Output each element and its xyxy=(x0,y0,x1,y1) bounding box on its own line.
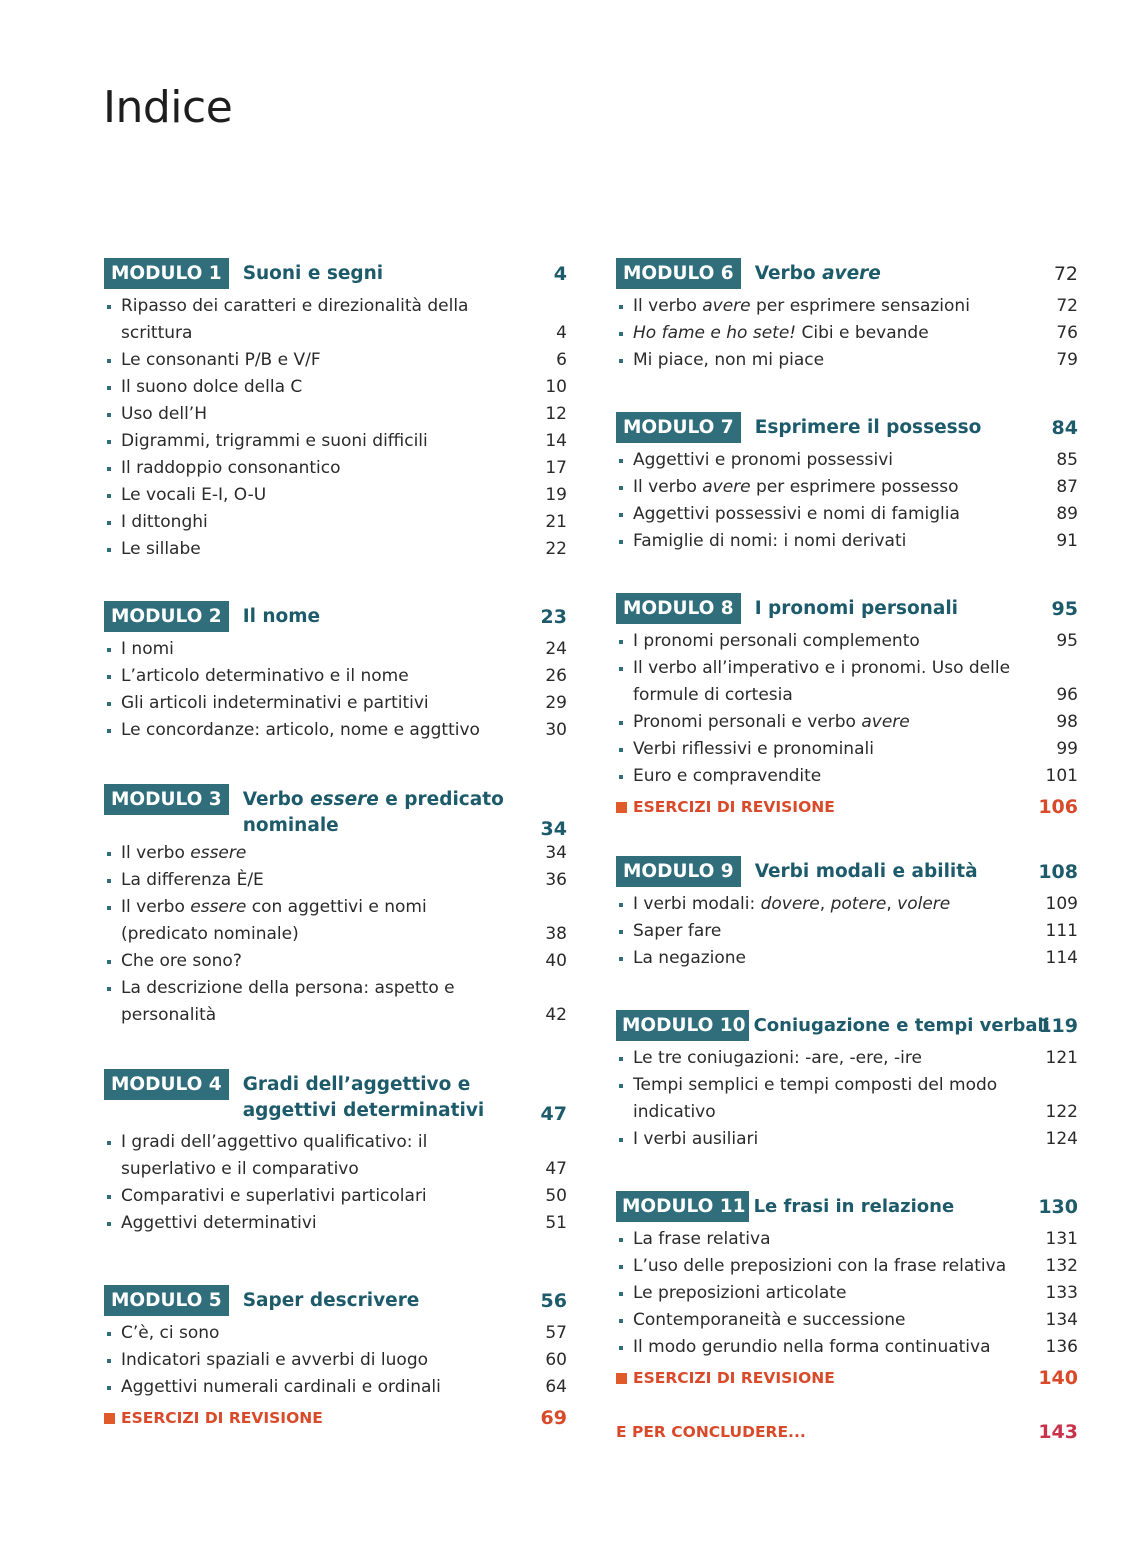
toc-entry[interactable]: Aggettivi determinativi 51 xyxy=(104,1210,567,1237)
module-page: 34 xyxy=(540,818,567,840)
module-title: Saper descrivere xyxy=(242,1290,420,1311)
module-page: 47 xyxy=(540,1103,567,1125)
module-title: Verbo avere xyxy=(754,263,881,284)
toc-entry[interactable]: Verbi riflessivi e pronominali 99 xyxy=(616,736,1078,763)
revision-label: ESERCIZI DI REVISIONE xyxy=(633,798,835,816)
module-1 xyxy=(104,258,567,563)
module-title: I pronomi personali xyxy=(754,598,958,619)
module-badge: MODULO 7 xyxy=(616,412,741,443)
revision-exercises-link[interactable] xyxy=(616,1364,1078,1392)
bullet-icon xyxy=(107,1332,111,1336)
bullet-icon xyxy=(107,386,111,390)
toc-entry[interactable]: Saper fare 111 xyxy=(616,918,1078,945)
conclusion-page: 143 xyxy=(1038,1421,1078,1443)
bullet-icon xyxy=(107,675,111,679)
toc-entry[interactable]: Il verbo essere 34 xyxy=(104,840,567,867)
bullet-icon xyxy=(619,930,623,934)
module-header[interactable] xyxy=(104,784,567,842)
square-marker-icon xyxy=(616,1373,627,1384)
module-8 xyxy=(616,593,1078,821)
toc-entry[interactable]: Che ore sono? 40 xyxy=(104,948,567,975)
toc-entry[interactable]: Euro e compravendite 101 xyxy=(616,763,1078,790)
toc-entry[interactable]: Il modo gerundio nella forma continuativa 136 xyxy=(616,1334,1078,1361)
module-page: 4 xyxy=(553,263,567,285)
bullet-icon xyxy=(107,1386,111,1390)
bullet-icon xyxy=(619,721,623,725)
bullet-icon xyxy=(619,359,623,363)
bullet-icon xyxy=(619,667,623,671)
revision-page: 106 xyxy=(1038,796,1078,818)
module-4 xyxy=(104,1069,567,1237)
toc-entry[interactable]: La frase relativa 131 xyxy=(616,1226,1078,1253)
toc-entry[interactable]: Il raddoppio consonantico 17 xyxy=(104,455,567,482)
bullet-icon xyxy=(619,1346,623,1350)
toc-entry[interactable]: L’uso delle preposizioni con la frase relativa 132 xyxy=(616,1253,1078,1280)
bullet-icon xyxy=(107,852,111,856)
bullet-icon xyxy=(619,1084,623,1088)
module-badge: MODULO 6 xyxy=(616,258,741,289)
toc-entry[interactable]: Il verbo avere per esprimere sensazioni 72 xyxy=(616,293,1078,320)
module-header[interactable] xyxy=(616,1010,1078,1043)
toc-entry[interactable]: Mi piace, non mi piace 79 xyxy=(616,347,1078,374)
toc-entry[interactable]: Le concordanze: articolo, nome e aggttivo 30 xyxy=(104,717,567,744)
bullet-icon xyxy=(107,413,111,417)
module-header[interactable] xyxy=(104,1285,567,1318)
module-page: 84 xyxy=(1051,417,1078,439)
bullet-icon xyxy=(619,903,623,907)
square-marker-icon xyxy=(104,1413,115,1424)
toc-entry[interactable]: I pronomi personali complemento 95 xyxy=(616,628,1078,655)
module-page: 108 xyxy=(1038,861,1078,883)
bullet-icon xyxy=(619,1292,623,1296)
toc-entry[interactable]: Ho fame e ho sete! Cibi e bevande 76 xyxy=(616,320,1078,347)
bullet-icon xyxy=(619,748,623,752)
module-badge: MODULO 4 xyxy=(104,1069,229,1100)
toc-entry[interactable]: Aggettivi e pronomi possessivi 85 xyxy=(616,447,1078,474)
module-title: Esprimere il possesso xyxy=(754,417,982,438)
module-header[interactable] xyxy=(104,601,567,634)
toc-entry[interactable]: Il suono dolce della C 10 xyxy=(104,374,567,401)
module-title: Il nome xyxy=(242,606,321,627)
toc-entry[interactable]: Ripasso dei caratteri e direzionalità della scrittura 4 xyxy=(104,293,567,347)
bullet-icon xyxy=(619,1138,623,1142)
revision-page: 69 xyxy=(540,1407,567,1429)
bullet-icon xyxy=(619,775,623,779)
bullet-icon xyxy=(107,702,111,706)
toc-entry[interactable]: I verbi modali: dovere, potere, volere 109 xyxy=(616,891,1078,918)
conclusion-label: E PER CONCLUDERE... xyxy=(616,1423,806,1441)
module-header[interactable] xyxy=(616,856,1078,889)
module-title: Gradi dell’aggettivo e aggettivi determinativi xyxy=(242,1074,485,1121)
module-title: Le frasi in relazione xyxy=(753,1196,955,1217)
bullet-icon xyxy=(619,305,623,309)
toc-entry[interactable]: Tempi semplici e tempi composti del modo indicativo 122 xyxy=(616,1072,1078,1126)
toc-entry[interactable]: Le vocali E-I, O-U 19 xyxy=(104,482,567,509)
toc-entry[interactable]: Le consonanti P/B e V/F 6 xyxy=(104,347,567,374)
module-page: 72 xyxy=(1053,263,1078,285)
module-page: 119 xyxy=(1038,1015,1078,1037)
toc-entry[interactable]: Comparativi e superlativi particolari 50 xyxy=(104,1183,567,1210)
page-title: Indice xyxy=(103,82,233,133)
toc-entry[interactable]: I verbi ausiliari 124 xyxy=(616,1126,1078,1153)
toc-entry[interactable]: Digrammi, trigrammi e suoni difficili 14 xyxy=(104,428,567,455)
bullet-icon xyxy=(107,494,111,498)
revision-label: ESERCIZI DI REVISIONE xyxy=(121,1409,323,1427)
module-badge: MODULO 1 xyxy=(104,258,229,289)
bullet-icon xyxy=(619,957,623,961)
module-header[interactable] xyxy=(616,593,1078,626)
toc-entry[interactable]: Il verbo essere con aggettivi e nomi (predicato nominale) 38 xyxy=(104,894,567,948)
module-badge: MODULO 2 xyxy=(104,601,229,632)
module-badge: MODULO 10 xyxy=(616,1010,749,1041)
toc-entry[interactable]: Aggettivi possessivi e nomi di famiglia 89 xyxy=(616,501,1078,528)
bullet-icon xyxy=(107,987,111,991)
module-9 xyxy=(616,856,1078,972)
toc-entry[interactable]: I gradi dell’aggettivo qualificativo: il superlativo e il comparativo 47 xyxy=(104,1129,567,1183)
toc-entry[interactable]: L’articolo determinativo e il nome 26 xyxy=(104,663,567,690)
revision-label: ESERCIZI DI REVISIONE xyxy=(633,1369,835,1387)
module-badge: MODULO 11 xyxy=(616,1191,749,1222)
module-title: Verbi modali e abilità xyxy=(754,861,978,882)
module-6 xyxy=(616,258,1078,374)
toc-entry[interactable]: Le sillabe 22 xyxy=(104,536,567,563)
bullet-icon xyxy=(107,960,111,964)
module-header[interactable] xyxy=(616,258,1078,291)
bullet-icon xyxy=(619,1057,623,1061)
module-page: 56 xyxy=(540,1290,567,1312)
bullet-icon xyxy=(107,440,111,444)
conclusion-link[interactable] xyxy=(616,1418,1078,1446)
module-header[interactable] xyxy=(616,412,1078,445)
bullet-icon xyxy=(619,640,623,644)
revision-exercises-link[interactable] xyxy=(616,793,1078,821)
toc-entry[interactable]: Famiglie di nomi: i nomi derivati 91 xyxy=(616,528,1078,555)
bullet-icon xyxy=(107,1359,111,1363)
module-page: 23 xyxy=(540,606,567,628)
module-5 xyxy=(104,1285,567,1432)
bullet-icon xyxy=(107,305,111,309)
module-11 xyxy=(616,1191,1078,1446)
bullet-icon xyxy=(619,1319,623,1323)
toc-entry[interactable]: Le tre coniugazioni: -are, -ere, -ire 121 xyxy=(616,1045,1078,1072)
toc-entry[interactable]: La negazione 114 xyxy=(616,945,1078,972)
bullet-icon xyxy=(107,1195,111,1199)
toc-entry[interactable]: Contemporaneità e successione 134 xyxy=(616,1307,1078,1334)
module-title: Suoni e segni xyxy=(242,263,384,284)
module-7 xyxy=(616,412,1078,555)
toc-right-column xyxy=(616,258,1078,1446)
bullet-icon xyxy=(107,1141,111,1145)
module-badge: MODULO 3 xyxy=(104,784,229,815)
bullet-icon xyxy=(619,540,623,544)
bullet-icon xyxy=(619,1265,623,1269)
module-page: 130 xyxy=(1038,1196,1078,1218)
bullet-icon xyxy=(107,521,111,525)
module-title: Verbo essere e predicato nominale xyxy=(242,789,504,836)
bullet-icon xyxy=(107,359,111,363)
module-2 xyxy=(104,601,567,744)
module-badge: MODULO 5 xyxy=(104,1285,229,1316)
toc-entry[interactable]: La differenza È/E 36 xyxy=(104,867,567,894)
toc-entry[interactable]: Uso dell’H 12 xyxy=(104,401,567,428)
bullet-icon xyxy=(107,548,111,552)
toc-entry[interactable]: Pronomi personali e verbo avere 98 xyxy=(616,709,1078,736)
module-10 xyxy=(616,1010,1078,1153)
bullet-icon xyxy=(619,486,623,490)
module-header[interactable] xyxy=(104,258,567,291)
module-badge: MODULO 9 xyxy=(616,856,741,887)
bullet-icon xyxy=(107,879,111,883)
module-badge: MODULO 8 xyxy=(616,593,741,624)
bullet-icon xyxy=(619,513,623,517)
revision-page: 140 xyxy=(1038,1367,1078,1389)
bullet-icon xyxy=(619,332,623,336)
toc-entry[interactable]: C’è, ci sono 57 xyxy=(104,1320,567,1347)
bullet-icon xyxy=(107,906,111,910)
module-page: 95 xyxy=(1051,598,1078,620)
toc-entry[interactable]: Indicatori spaziali e avverbi di luogo 60 xyxy=(104,1347,567,1374)
toc-entry[interactable]: Aggettivi numerali cardinali e ordinali 64 xyxy=(104,1374,567,1401)
bullet-icon xyxy=(107,729,111,733)
revision-exercises-link[interactable] xyxy=(104,1404,567,1432)
toc-entry[interactable]: Il verbo avere per esprimere possesso 87 xyxy=(616,474,1078,501)
bullet-icon xyxy=(107,467,111,471)
square-marker-icon xyxy=(616,802,627,813)
bullet-icon xyxy=(619,459,623,463)
toc-entry[interactable]: I dittonghi 21 xyxy=(104,509,567,536)
toc-entry[interactable]: Le preposizioni articolate 133 xyxy=(616,1280,1078,1307)
module-title: Coniugazione e tempi verbali xyxy=(753,1015,1050,1036)
toc-left-column xyxy=(104,258,567,1432)
module-header[interactable] xyxy=(104,1069,567,1127)
bullet-icon xyxy=(107,648,111,652)
toc-entry[interactable]: I nomi 24 xyxy=(104,636,567,663)
bullet-icon xyxy=(107,1222,111,1226)
module-header[interactable] xyxy=(616,1191,1078,1224)
toc-entry[interactable]: La descrizione della persona: aspetto e personalità 42 xyxy=(104,975,567,1029)
toc-entry[interactable]: Gli articoli indeterminativi e partitivi 29 xyxy=(104,690,567,717)
module-3 xyxy=(104,784,567,1029)
bullet-icon xyxy=(619,1238,623,1242)
toc-entry[interactable]: Il verbo all’imperativo e i pronomi. Uso delle formule di cortesia 96 xyxy=(616,655,1078,709)
